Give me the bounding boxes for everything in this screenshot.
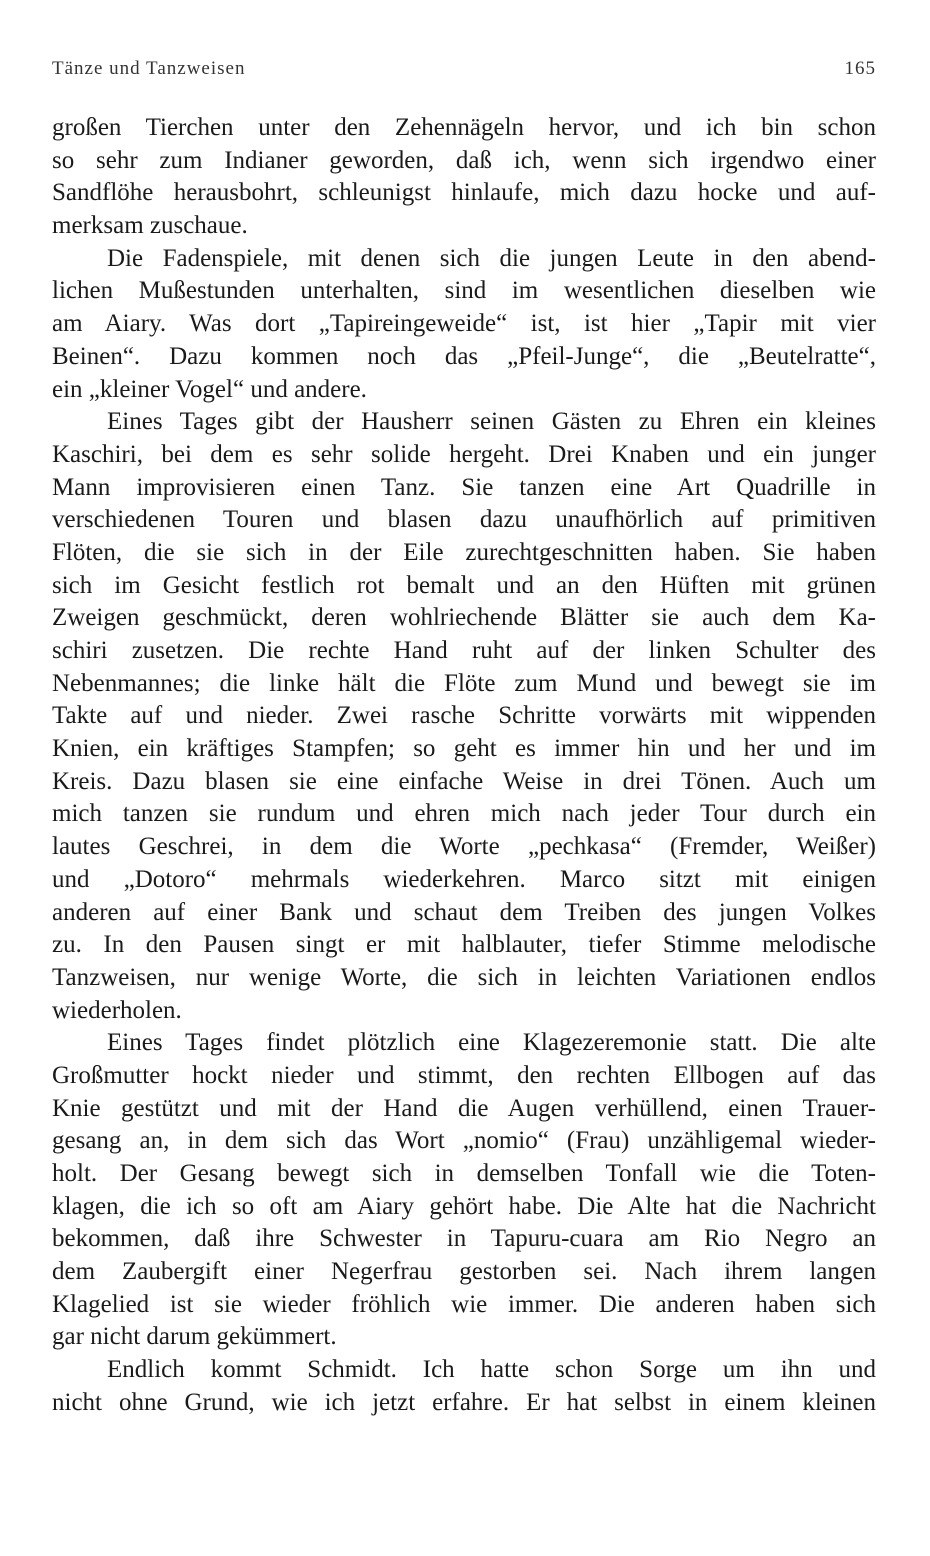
paragraph-first-line: Eines Tages findet plötzlich eine Klagezeremonie statt. Die alte	[107, 1029, 876, 1057]
text-line: Knie gestützt und mit der Hand die Augen verhüllend, einen Trauer-	[52, 1094, 876, 1122]
text-line: lautes Geschrei, in dem die Worte „pechkasa“ (Fremder, Weißer)	[52, 833, 876, 861]
text-line: sich im Gesicht festlich rot bemalt und an den Hüften mit grünen	[52, 571, 876, 599]
paragraph-first-line: Endlich kommt Schmidt. Ich hatte schon Sorge um ihn und	[107, 1356, 876, 1384]
text-line: so sehr zum Indianer geworden, daß ich, wenn sich irgendwo einer	[52, 146, 876, 174]
text-line: nicht ohne Grund, wie ich jetzt erfahre. Er hat selbst in einem kleinen	[52, 1388, 876, 1416]
text-line: am Aiary. Was dort „Tapireingeweide“ ist, ist hier „Tapir mit vier	[52, 310, 876, 338]
text-line: ein „kleiner Vogel“ und andere.	[52, 375, 367, 403]
text-line: dem Zaubergift einer Negerfrau gestorben sei. Nach ihrem langen	[52, 1258, 876, 1286]
text-line: Nebenmannes; die linke hält die Flöte zum Mund und bewegt sie im	[52, 669, 876, 697]
text-line: Tanzweisen, nur wenige Worte, die sich in leichten Variationen endlos	[52, 963, 876, 991]
text-line: Zweigen geschmückt, deren wohlriechende Blätter sie auch dem Ka-	[52, 604, 876, 632]
text-line: großen Tierchen unter den Zehennägeln hervor, und ich bin schon	[52, 114, 876, 141]
text-line: Kreis. Dazu blasen sie eine einfache Weise in drei Tönen. Auch um	[52, 767, 876, 795]
text-line: gar nicht darum gekümmert.	[52, 1323, 337, 1351]
text-line: lichen Mußestunden unterhalten, sind im wesentlichen dieselben wie	[52, 277, 876, 305]
text-line: Kaschiri, bei dem es sehr solide hergeht. Drei Knaben und ein junger	[52, 440, 876, 468]
text-line: anderen auf einer Bank und schaut dem Treiben des jungen Volkes	[52, 898, 876, 926]
text-line: mich tanzen sie rundum und ehren mich nach jeder Tour durch ein	[52, 800, 876, 828]
text-line: Sandflöhe herausbohrt, schleunigst hinlaufe, mich dazu hocke und auf-	[52, 179, 876, 207]
text-line: bekommen, daß ihre Schwester in Tapuru-cuara am Rio Negro an	[52, 1225, 876, 1253]
running-header	[52, 58, 876, 82]
text-line: zu. In den Pausen singt er mit halblauter, tiefer Stimme melodische	[52, 931, 876, 959]
text-line: Knien, ein kräftiges Stampfen; so geht es immer hin und her und im	[52, 735, 876, 763]
text-line: klagen, die ich so oft am Aiary gehört habe. Die Alte hat die Nachricht	[52, 1192, 876, 1220]
body-text	[52, 112, 876, 1420]
paragraph-first-line: Eines Tages gibt der Hausherr seinen Gästen zu Ehren ein kleines	[107, 408, 876, 436]
paragraph-first-line: Die Fadenspiele, mit denen sich die jungen Leute in den abend-	[107, 244, 876, 272]
text-line: Großmutter hockt nieder und stimmt, den rechten Ellbogen auf das	[52, 1061, 876, 1089]
text-line: Takte auf und nieder. Zwei rasche Schritte vorwärts mit wippenden	[52, 702, 876, 730]
page-number: 165	[844, 58, 876, 79]
text-line: verschiedenen Touren und blasen dazu unaufhörlich auf primitiven	[52, 506, 876, 534]
text-line: Flöten, die sie sich in der Eile zurechtgeschnitten haben. Sie haben	[52, 538, 876, 566]
text-line: Klagelied ist sie wieder fröhlich wie immer. Die anderen haben sich	[52, 1290, 876, 1318]
text-line: Mann improvisieren einen Tanz. Sie tanzen eine Art Quadrille in	[52, 473, 876, 501]
text-line: merksam zuschaue.	[52, 212, 248, 240]
running-title: Tänze und Tanzweisen	[52, 58, 246, 79]
text-line: holt. Der Gesang bewegt sich in demselben Tonfall wie die Toten-	[52, 1160, 876, 1187]
text-line: schiri zusetzen. Die rechte Hand ruht auf der linken Schulter des	[52, 637, 876, 664]
text-line: und „Dotoro“ mehrmals wiederkehren. Marco sitzt mit einigen	[52, 865, 876, 893]
text-line: wiederholen.	[52, 996, 182, 1024]
text-line: Beinen“. Dazu kommen noch das „Pfeil-Junge“, die „Beutelratte“,	[52, 342, 876, 370]
text-line: gesang an, in dem sich das Wort „nomio“ (Frau) unzähligemal wieder-	[52, 1127, 876, 1155]
